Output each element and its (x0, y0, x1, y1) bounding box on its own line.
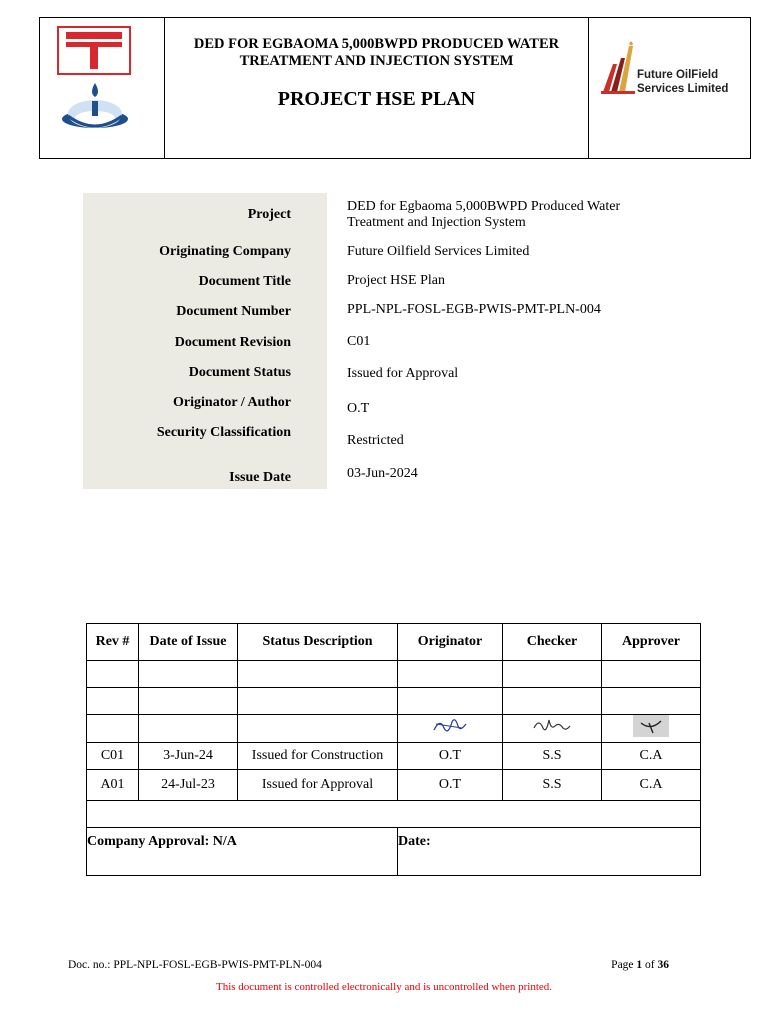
header-logo-right-cell (589, 18, 750, 158)
cell-date: 3-Jun-24 (139, 743, 238, 770)
approver-signature (633, 715, 669, 737)
table-row-empty (87, 661, 701, 688)
table-row-signatures (87, 715, 701, 743)
document-header (39, 17, 751, 159)
checker-signature (530, 716, 574, 736)
value-originating-company: Future Oilfield Services Limited (347, 244, 530, 259)
label-originating-company: Originating Company (159, 244, 291, 259)
label-project: Project (247, 207, 291, 222)
label-document-revision: Document Revision (174, 335, 291, 350)
label-originator-author: Originator / Author (173, 395, 291, 410)
col-header-checker: Checker (503, 624, 602, 661)
value-security-classification: Restricted (347, 433, 404, 448)
table-row (87, 743, 701, 770)
company-approval-label: Company Approval: N/A (87, 834, 237, 849)
cell-rev: C01 (87, 743, 139, 770)
cell-approver: C.A (602, 743, 701, 770)
project-title-line2: TREATMENT AND INJECTION SYSTEM (239, 53, 514, 69)
checker-signature-cell (503, 715, 602, 743)
col-header-originator: Originator (398, 624, 503, 661)
cell-status: Issued for Construction (238, 743, 398, 770)
col-header-approver: Approver (602, 624, 701, 661)
originator-signature (430, 716, 470, 736)
value-document-revision: C01 (347, 334, 371, 349)
cell-status: Issued for Approval (238, 770, 398, 801)
header-logo-cell (40, 18, 165, 158)
value-document-title: Project HSE Plan (347, 273, 445, 288)
cell-approver: C.A (602, 770, 701, 801)
document-title: PROJECT HSE PLAN (277, 88, 476, 110)
page-prefix: Page (611, 959, 637, 971)
page-current: 1 (636, 959, 643, 971)
approval-date-label: Date: (398, 834, 431, 849)
label-document-status: Document Status (188, 365, 291, 380)
cell-originator: O.T (398, 770, 503, 801)
logo-text-line1: Future OilField (637, 69, 719, 81)
value-issue-date: 03-Jun-2024 (347, 466, 418, 481)
approval-date-cell (398, 828, 701, 876)
cell-originator: O.T (398, 743, 503, 770)
value-document-number: PPL-NPL-FOSL-EGB-PWIS-PMT-PLN-004 (347, 302, 601, 317)
project-title-line1: DED FOR EGBAOMA 5,000BWPD PRODUCED WATER (193, 36, 560, 52)
header-title-cell (165, 18, 589, 158)
table-row (87, 770, 701, 801)
project-title (165, 36, 588, 70)
page-total: 36 (657, 959, 669, 971)
value-project-line1: DED for Egbaoma 5,000BWPD Produced Water (347, 199, 621, 214)
company-approval-cell (87, 828, 398, 876)
cell-rev: A01 (87, 770, 139, 801)
col-header-status: Status Description (238, 624, 398, 661)
table-row-empty (87, 688, 701, 715)
label-issue-date: Issue Date (229, 470, 291, 485)
col-header-date: Date of Issue (139, 624, 238, 661)
value-document-status: Issued for Approval (347, 366, 459, 381)
footer-control-note: This document is controlled electronically and is uncontrolled when printed. (215, 981, 553, 993)
approver-signature-cell (602, 715, 701, 743)
value-project-line2: Treatment and Injection System (347, 215, 526, 230)
page-of: of (642, 959, 658, 971)
originator-signature-cell (398, 715, 503, 743)
company-logo-left (40, 18, 165, 158)
cell-checker: S.S (503, 743, 602, 770)
future-oilfield-logo (589, 18, 750, 158)
label-security-classification: Security Classification (156, 425, 291, 440)
label-document-title: Document Title (198, 274, 291, 289)
cell-checker: S.S (503, 770, 602, 801)
revision-header-row (87, 624, 701, 661)
value-originator-author: O.T (347, 401, 370, 416)
logo-text-line2: Services Limited (637, 83, 729, 95)
footer-page-number (611, 959, 669, 971)
table-row-empty (87, 801, 701, 828)
approval-row (87, 828, 701, 876)
value-project (347, 199, 620, 231)
footer-doc-number: Doc. no.: PPL-NPL-FOSL-EGB-PWIS-PMT-PLN-004 (68, 959, 322, 971)
revision-table (86, 623, 701, 876)
label-document-number: Document Number (176, 304, 291, 319)
col-header-rev: Rev # (87, 624, 139, 661)
cell-date: 24-Jul-23 (139, 770, 238, 801)
